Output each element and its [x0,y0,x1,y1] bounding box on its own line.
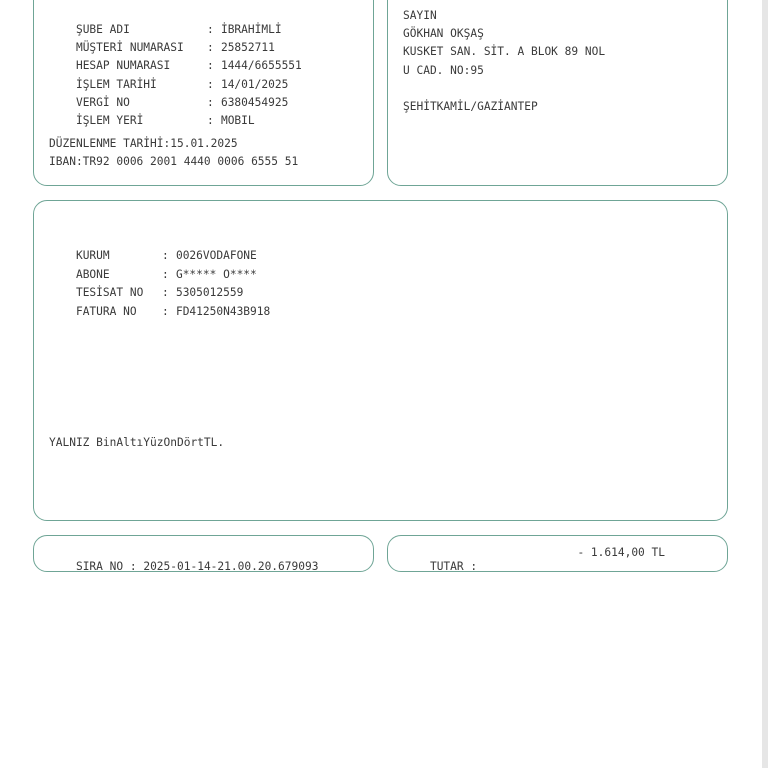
info-separator: : [206,96,221,109]
salutation: SAYIN [403,9,437,22]
total-value: - 1.614,00 TL [577,546,665,559]
address-line-1: KUSKET SAN. SİT. A BLOK 89 NOL [403,45,606,58]
total-separator: : [463,560,478,573]
info-separator: : [206,41,221,54]
invoice-label: TESİSAT NO [75,286,144,299]
info-separator: : [206,78,221,91]
info-label: VERGİ NO [75,96,130,109]
info-separator: : [206,114,221,127]
invoice-details-box [33,200,728,521]
invoice-label: KURUM [75,249,110,262]
info-row-islem-yeri [49,100,255,142]
info-label: İŞLEM YERİ [75,114,144,127]
invoice-separator: : [161,249,176,262]
sequence-number-box [33,535,374,572]
total-label-row [403,546,477,588]
info-label: MÜŞTERİ NUMARASI [75,41,184,54]
invoice-value: 0026VODAFONE [175,249,257,262]
issue-date: DÜZENLENME TARİHİ:15.01.2025 [49,137,238,150]
recipient-address-box [387,0,728,186]
recipient-name: GÖKHAN OKŞAŞ [403,27,484,40]
invoice-row-fatura [49,291,270,333]
total-amount-box [387,535,728,572]
address-city: ŞEHİTKAMİL/GAZİANTEP [403,100,538,113]
invoice-value: 5305012559 [175,286,244,299]
info-value: 25852711 [220,41,275,54]
info-value: 1444/6655551 [220,59,302,72]
sequence-label: SIRA NO [75,560,124,573]
invoice-separator: : [161,268,176,281]
info-label: İŞLEM TARİHİ [75,78,157,91]
info-separator: : [206,59,221,72]
sequence-value: 2025-01-14-21.00.20.679093 [143,560,319,573]
info-label: ŞUBE ADI [75,23,130,36]
info-value: İBRAHİMLİ [220,23,282,36]
info-value: 6380454925 [220,96,289,109]
info-separator: : [206,23,221,36]
invoice-separator: : [161,286,176,299]
invoice-value: FD41250N43B918 [175,305,271,318]
invoice-separator: : [161,305,176,318]
total-label: TUTAR [429,560,464,573]
sequence-separator: : [123,560,144,573]
account-info-box [33,0,374,186]
address-line-2: U CAD. NO:95 [403,64,484,77]
invoice-label: ABONE [75,268,110,281]
info-value: MOBIL [220,114,255,127]
sequence-row [49,546,318,588]
page-edge-strip [762,0,768,768]
amount-in-words: YALNIZ BinAltıYüzOnDörtTL. [49,436,225,449]
invoice-label: FATURA NO [75,305,137,318]
info-label: HESAP NUMARASI [75,59,171,72]
info-value: 14/01/2025 [220,78,289,91]
iban: IBAN:TR92 0006 2001 4440 0006 6555 51 [49,155,299,168]
invoice-value: G***** O**** [175,268,257,281]
